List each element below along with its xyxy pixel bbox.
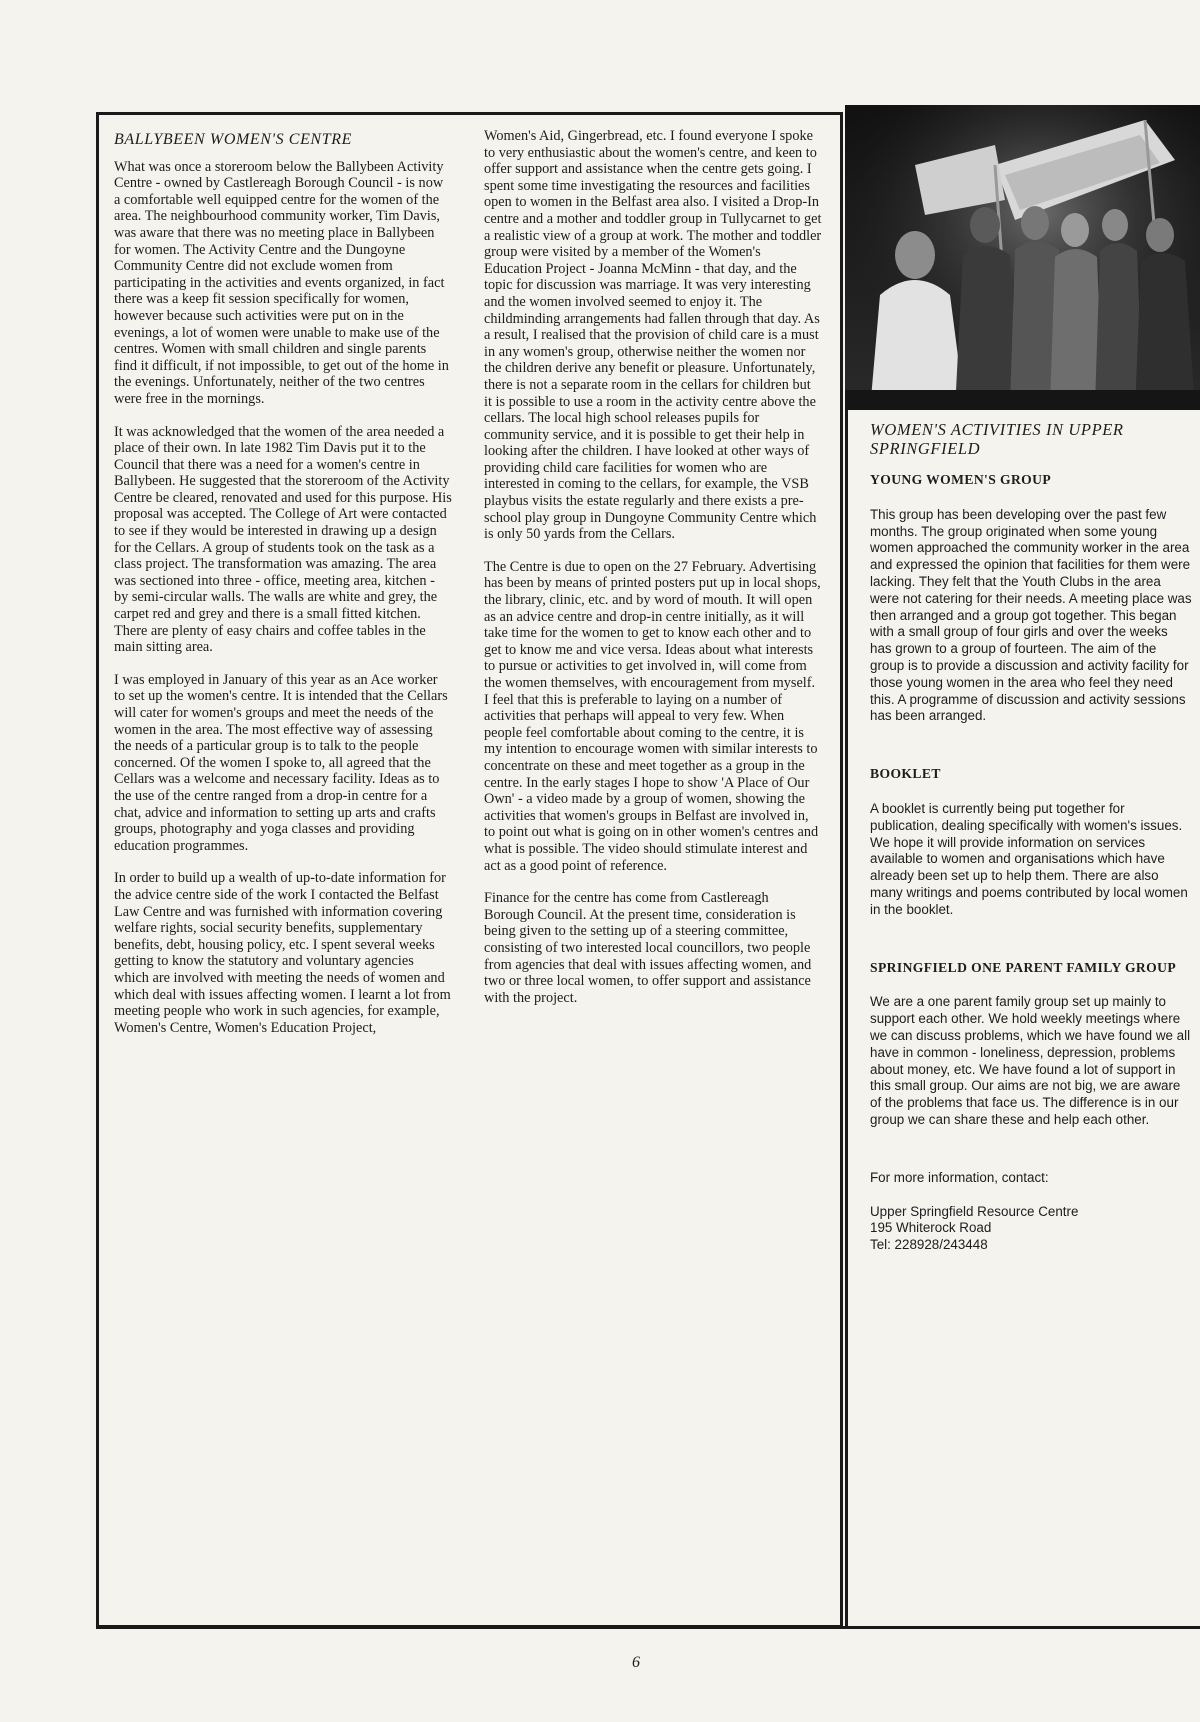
paragraph: In order to build up a wealth of up-to-date information for the advice centre side of the work I contacted the Belfast Law Centre and was furnished with information covering welfare rights, social security benefits, supplementary benefits, debt, housing policy, etc. I spent several weeks getting to know the statutory and voluntary agencies which are involved with meeting the needs of women and which deal with issues affecting women. I learnt a lot from meeting people who work in such agencies, for example, Women's Centre, Women's Education Project, xyxy=(114,870,451,1036)
contact-block xyxy=(870,1204,1192,1254)
contact-tel: Tel: 228928/243448 xyxy=(870,1237,988,1253)
paragraph: Women's Aid, Gingerbread, etc. I found everyone I spoke to very enthusiastic about the women's centre, and keen to offer support and assistance when the centre gets going. I spent some time investigating the resources and facilities open to women in the Belfast area also. I visited a Drop-In centre and a mother and toddler group in Tullycarnet to get a realistic view of a group at work. The mother and toddler group were visited by a member of the Women's Education Project - Joanna McMinn - that day, and the topic for discussion was marriage. It was very interesting and the women involved seemed to enjoy it. The childminding arrangements had fallen through that day. As a result, I realised that the provision of child care is a must in any women's group, otherwise neither the women nor the children derive any benefit or pleasure. Unfortunately, there is not a separate room in the cellars for children but it is possible to use a room in the activity centre above the cellars. The local high school releases pupils for community service, and it is possible to get their help in looking after the children. I have looked at other ways of providing child care facilities for women who are interested in coming to the cellars, for example, the VSB playbus visits the estate regularly and there exists a pre-school play group in Dungoyne Community Centre which is only 50 yards from the Cellars. xyxy=(484,128,822,543)
paragraph: Finance for the centre has come from Castlereagh Borough Council. At the present time, consideration is being given to the setting up of a steering committee, consisting of two interested local councillors, two people from agencies that deal with issues affecting women, and two or three local women, to offer support and assistance with the project. xyxy=(484,890,812,1006)
ballybeen-column-2 xyxy=(484,128,822,1022)
one-parent-text: We are a one parent family group set up mainly to support each other. We hold weekly meetings where we can discuss problems, which we have found we all have in common - loneliness, depression, problems about money, etc. We have found a lot of support in this small group. Our aims are not big, we are aware of the problems that face us. The difference is in our group we can share these and help each other. xyxy=(870,994,1191,1127)
paragraph: What was once a storeroom below the Ballybeen Activity Centre - owned by Castlereagh Borough Council - is now a comfortable well equipped centre for the women of the area. The neighbourhood community worker, Tim Davis, was aware that there was no meeting place in Ballybeen for women. The Activity Centre and the Dungoyne Community Centre did not exclude women from participating in the activities and events organized, in fact there was a keep fit session specifically for women, however because such activities were put on in the evenings, a lot of women were unable to make use of the centres. Women with small children and single parents find it difficult, if not impossible, to get out of the home in the evenings. Unfortunately, neither of the two centres were free in the mornings. xyxy=(114,158,449,407)
contact-name: Upper Springfield Resource Centre xyxy=(870,1203,1079,1219)
page-number: 6 xyxy=(632,1654,640,1671)
one-parent-heading: SPRINGFIELD ONE PARENT FAMILY GROUP xyxy=(870,959,1177,975)
booklet-heading: BOOKLET xyxy=(870,766,941,782)
column-divider xyxy=(845,410,848,1628)
booklet-text: A booklet is currently being put together for publication, dealing specifically with women's issues. We hope it will provide information on services available to women and organisations which have already been set up to help them. There are also many writings and poems contributed by local women in the booklet. xyxy=(870,800,1188,917)
protest-march-photo xyxy=(845,105,1200,410)
paragraph: It was acknowledged that the women of the area needed a place of their own. In late 1982 Tim Davis put it to the Council that there was a need for a women's centre in Ballybeen. He suggested that the storeroom of the Activity Centre be cleared, renovated and used for this purpose. His proposal was accepted. The College of Art were contacted to see if they would be interested in drawing up a design for the Cellars. A group of students took on the task as a class project. The transformation was amazing. The area was sectioned into three - office, meeting area, kitchen - by semi-circular walls. The walls are white and grey, the carpet red and grey and there is a small fitted kitchen. There are plenty of easy chairs and coffee tables in the main sitting area. xyxy=(114,423,452,656)
contact-address: 195 Whiterock Road xyxy=(870,1220,992,1236)
young-womens-group-text: This group has been developing over the past few months. The group originated when some young women approached the community worker in the area and expressed the opinion that facilities for them were lacking. They felt that the Youth Clubs in the area were not catering for their needs. A meeting place was then arranged and a group got together. This began with a small group of four girls and over the weeks has grown to a group of fourteen. The aim of the group is to provide a discussion and activity facility for those young women in the area who feel they need this. A programme of discussion and activity sessions has been arranged. xyxy=(870,506,1192,724)
springfield-column xyxy=(870,420,1192,1254)
paragraph: The Centre is due to open on the 27 February. Advertising has been by means of printed posters put up in local shops, the library, clinic, etc. and by word of mouth. It will open as an advice centre and drop-in centre initially, as it will take time for the women to get to know each other and to get to know me and vice versa. Ideas about what interests to pursue or activities to get involved in, will come from the women themselves, with encouragement from myself. I feel that this is preferable to laying on a number of activities that perhaps will appeal to very few. When people feel comfortable about coming to the centre, it is my intention to encourage women with similar interests to concentrate on these and meet together as a group in the centre. In the early stages I hope to show 'A Place of Our Own' - a video made by a group of women, showing the activities that women's groups in Belfast are involved in, to point out what is going on in other women's centres and what is possible. The video should stimulate interest and act as a good point of reference. xyxy=(484,558,821,874)
ballybeen-heading: BALLYBEEN WOMEN'S CENTRE xyxy=(114,131,352,148)
young-womens-group-heading: YOUNG WOMEN'S GROUP xyxy=(870,472,1052,487)
ballybeen-column-1 xyxy=(114,132,452,1052)
contact-intro: For more information, contact: xyxy=(870,1169,1049,1185)
springfield-heading: WOMEN'S ACTIVITIES IN UPPER SPRINGFIELD xyxy=(870,420,1124,458)
photo-image xyxy=(845,105,1200,410)
paragraph: I was employed in January of this year as an Ace worker to set up the women's centre. It is intended that the Cellars will cater for women's groups and meet the needs of the women in the area. The most effective way of assessing the needs of a particular group is to talk to the people concerned. Of the women I spoke to, all agreed that the Cellars was a welcome and necessary facility. Ideas as to the use of the centre ranged from a drop-in centre for a chat, advice and information to setting up arts and crafts groups, photography and yoga classes and providing education programmes. xyxy=(114,671,448,854)
bottom-rule xyxy=(96,1626,1200,1629)
